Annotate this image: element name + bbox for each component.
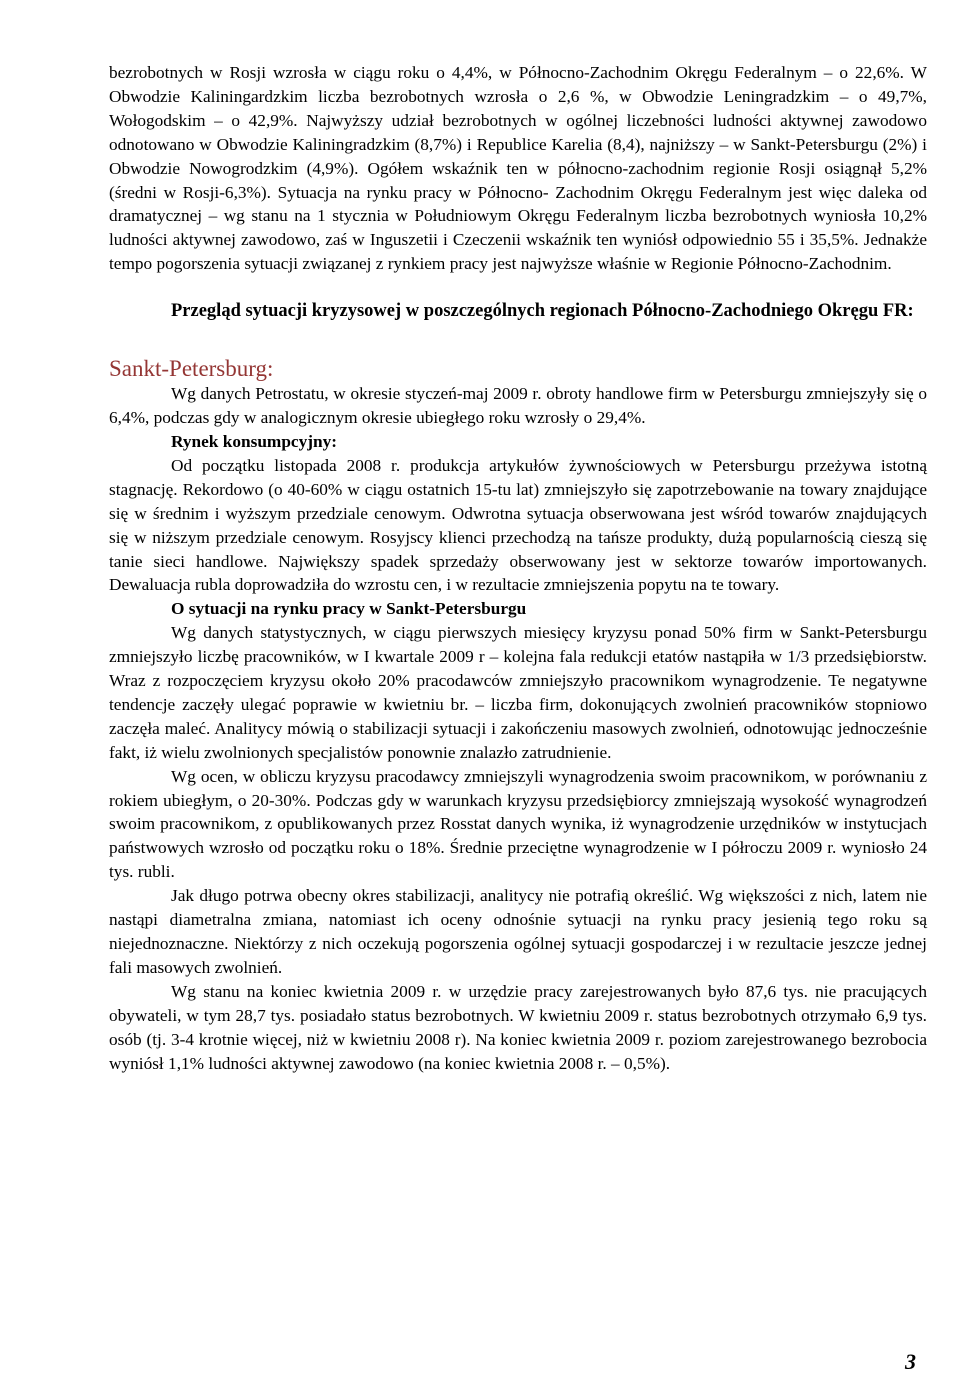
intro-paragraph: bezrobotnych w Rosji wzrosła w ciągu roku o 4,4%, w Północno-Zachodnim Okręgu Federalnym – o 22,6%. W Obwodzie Kaliningardzkim liczba bezrobotnych wzrosła o 2,6 %, w Obwodzie Leningradzkim – o 49,7%, Wołogodskim – o 42,9%. Najwyższy udział bezrobotnych w ogólnej liczebności ludności aktywnej zawodowo odnotowano w Obwodzie Kaliningradzkim (8,7%) i Republice Karelia (8,4), najniższy – w Sankt-Petersburgu (2%) i Obwodzie Nowogrodzkim (4,9%). Ogółem wskaźnik ten w północno-zachodnim regionie Rosji osiągnął 5,2% (średni w Rosji-6,3%). Sytuacja na rynku pracy w Północno- Zachodnim Okręgu Federalnym jest więc daleka od dramatycznej – wg stanu na 1 stycznia w Południowym Okręgu Federalnym liczba bezrobotnych wyniosła 10,2% ludności aktywnej zawodowo, zaś w Inguszetii i Czeczenii wskaźnik ten wyniósł odpowiednio 55 i 35,5%. Jednakże tempo pogorszenia sytuacji związanej z rynkiem pracy jest najwyższe właśnie w Regionie Północno-Zachodnim. [109, 63, 927, 274]
subheading-consumer-market: Rynek konsumpcyjny: [171, 431, 338, 451]
paragraph-trade: Wg danych Petrostatu, w okresie styczeń-maj 2009 r. obroty handlowe firm w Petersburgu zmniejszyły się o 6,4%, podczas gdy w analogicznym okresie ubiegłego roku wzrosły o 29,4%. [109, 384, 927, 428]
paragraph-labour-3: Jak długo potrwa obecny okres stabilizacji, analitycy nie potrafią określić. Wg większości z nich, latem nie nastąpi diametralna zmiana, natomiast ich oceny odnośnie sytuacji na rynku pracy jesienią tego roku są niejednoznaczne. Niektórzy z nich oczekują pogorszenia ogólnej sytuacji gospodarczej i w rezultacie jeszcze jednej fali masowych zwolnień. [109, 886, 927, 977]
paragraph-labour-1: Wg danych statystycznych, w ciągu pierwszych miesięcy kryzysu ponad 50% firm w Sankt-Petersburgu zmniejszyło liczbę pracowników, w I kwartale 2009 r – kolejna fala redukcji etatów nastąpiła w 1/3 przedsiębiorstw. Wraz z rozpoczęciem kryzysu około 20% pracodawców zmniejszyło pracownikom wynagrodzenie. Te negatywne tendencje zaczęły ulegać poprawie w kwietniu br. – liczba firm, dokonujących zwolnień pracowników stopniowo zaczęła maleć. Analitycy mówią o stabilizacji sytuacji i zakończeniu masowych zwolnień, odnotowując jednocześnie fakt, iż wielu zwolnionych specjalistów ponownie znalazło zatrudnienie. [109, 623, 927, 762]
paragraph-consumer-market: Od początku listopada 2008 r. produkcja artykułów żywnościowych w Petersburgu przeżywa istotną stagnację. Rekordowo (o 40-60% w ciągu ostatnich 15-tu lat) zmniejszyło się zapotrzebowanie na towary znajdujące się w średnim i wyższym przedziale cenowym. Odwrotna sytuacja obserwowana jest wśród towarów znajdujących się w niższym przedziale cenowym. Rosyjscy klienci przechodzą na tańsze produkty, dużą popularnością cieszą się tanie sieci handlowe. Największy spadek sprzedaży obserwowany jest w sektorze towarów importowanych. Dewaluacja rubla doprowadziła do wzrostu cen, i w rezultacie zmniejszenia popytu na te towary. [109, 455, 927, 595]
subheading-labour-market: O sytuacji na rynku pracy w Sankt-Petersburgu [171, 599, 527, 619]
paragraph-labour-4: Wg stanu na koniec kwietnia 2009 r. w urzędzie pracy zarejestrowanych było 87,6 tys. nie pracujących obywateli, w tym 28,7 tys. posiadało status bezrobotnych. W kwietniu 2009 r. status bezrobotnych otrzymało 6,9 tys. osób (tj. 3-4 krotnie więcej, niż w kwietniu 2008 r). Na koniec kwietnia 2009 r. poziom zarejestrowanego bezrobocia wyniósł 1,1% ludności aktywnej zawodowo (na koniec kwietnia 2008 r. – 0,5%). [109, 981, 927, 1073]
paragraph-labour-2: Wg ocen, w obliczu kryzysu pracodawcy zmniejszyli wynagrodzenia swoim pracownikom, w porównaniu z rokiem ubiegłym, o 20-30%. Podczas gdy w warunkach kryzysu przedsiębiorcy zmniejszają wysokość wynagrodzeń swoim pracownikom, z opublikowanych przez Rosstat danych wynika, iż wynagrodzenie urzędników w instytucjach państwowych wzrosło od początku roku o 18%. Średnie przeciętne wynagrodzenie w I półroczu 2009 r. wyniosło 24 tys. rubli. [109, 766, 927, 882]
page-content [109, 61, 927, 1075]
page-number: 3 [905, 1349, 916, 1374]
section-heading: Przegląd sytuacji kryzysowej w poszczególnych regionach Północno-Zachodniego Okręgu FR: [171, 301, 914, 322]
region-title: Sankt-Petersburg: [109, 356, 274, 382]
